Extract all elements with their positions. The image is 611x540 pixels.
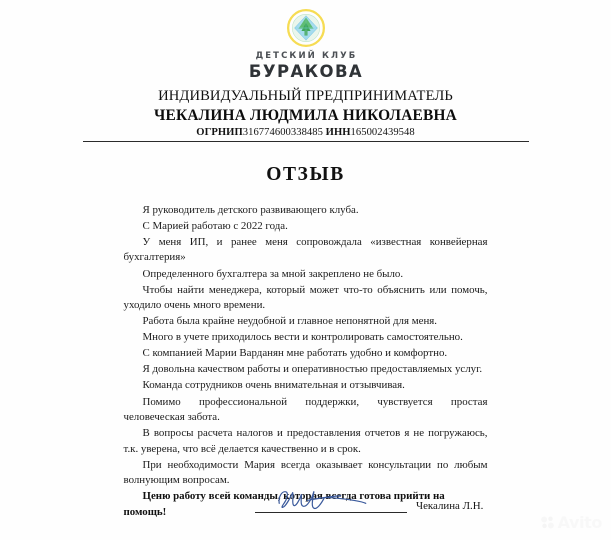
signature-block: [255, 487, 555, 513]
closing-statement: Ценю работу всей команды, которая всегда готова прийти на помощь!: [123, 490, 445, 518]
signatory-name: Чекалина Л.Н.: [416, 500, 484, 512]
brand-title: БУРАКОВА: [248, 62, 364, 81]
paragraph: Определенного бухгалтера за мной закреплено не было.: [142, 267, 404, 280]
signature-slot: [255, 487, 407, 513]
club-emblem-icon: [287, 9, 325, 47]
registration-numbers: [0, 127, 611, 138]
paragraph: У меня ИП, и ранее меня сопровождала «известная конвейерная бухгалтерия»: [123, 235, 488, 264]
avito-watermark-text: Avito: [557, 513, 602, 532]
paragraph: Я довольна качеством работы и оперативностью предоставляемых услуг.: [142, 363, 483, 376]
paragraph: Я руководитель детского развивающего клуба.: [142, 203, 359, 216]
entrepreneur-status: ИНДИВИДУАЛЬНЫЙ ПРЕДПРИНИМАТЕЛЬ: [158, 88, 453, 105]
paragraph: При необходимости Мария всегда оказывает консультации по любым волнующим вопросам.: [123, 458, 488, 487]
inn-value: 165002439548: [350, 126, 415, 138]
handwritten-signature-icon: [271, 487, 397, 512]
entrepreneur-heading: [0, 87, 611, 137]
paragraph: Работа была крайне неудобной и главное непонятной для меня.: [142, 315, 438, 328]
paragraph: С Марией работаю с 2022 года.: [142, 219, 288, 232]
paragraph: Много в учете приходилось вести и контролировать самостоятельно.: [142, 331, 463, 344]
paragraph: Чтобы найти менеджера, который может что-то объяснить или помочь, уходило очень много времени.: [123, 283, 488, 312]
paragraph: В вопросы расчета налогов и предоставления отчетов я не погружаюсь, т.к. уверена, что всё делается качественно и в срок.: [123, 427, 488, 455]
paragraph: Помимо профессиональной поддержки, чувствуется простая человеческая забота.: [123, 395, 488, 424]
avito-logo-icon: [540, 515, 555, 530]
club-logo: [0, 9, 611, 80]
ogrnip-value: 316774600338485: [242, 126, 323, 138]
inn-label: ИНН: [325, 126, 351, 138]
page-title: ОТЗЫВ: [266, 163, 345, 185]
signature-line: [255, 512, 407, 513]
review-body: [124, 203, 488, 520]
avito-watermark: [540, 513, 602, 532]
ogrnip-label: ОГРНИП: [196, 126, 243, 138]
letterhead: [0, 0, 611, 142]
paragraph: С компанией Марии Варданян мне работать удобно и комфортно.: [142, 347, 448, 360]
brand-subtitle: ДЕТСКИЙ КЛУБ: [255, 51, 358, 61]
paragraph: Команда сотрудников очень внимательная и отзывчивая.: [142, 379, 405, 392]
entrepreneur-name: ЧЕКАЛИНА ЛЮДМИЛА НИКОЛАЕВНА: [154, 106, 457, 124]
letterhead-divider: [83, 141, 529, 142]
